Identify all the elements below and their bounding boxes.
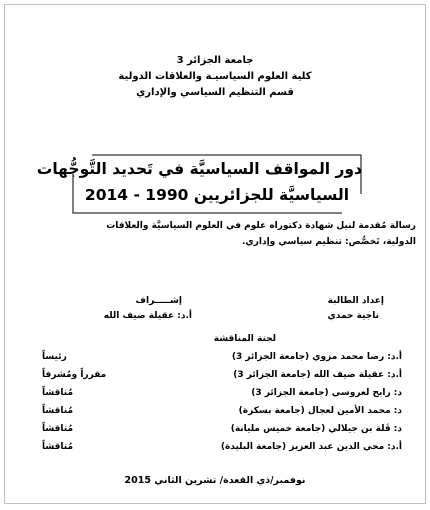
- faculty-name: كلية العلوم السياسيـة والعلاقات الدولية: [118, 71, 312, 82]
- committee-member-name: أ.د: عقيلة ضيف الله (جامعة الجزائر 3): [233, 370, 402, 380]
- committee-member-role: مُناقشاً: [42, 406, 74, 416]
- committee-member-row: [42, 424, 402, 438]
- committee-member-row: [42, 406, 402, 420]
- committee-member-name: د: محمد الأمين لعجال (جامعة بسكرة): [238, 406, 402, 416]
- defense-date: نوفمبر/ذي القعدة/ تشرين الثاني 2015: [124, 475, 306, 486]
- committee-member-role: مقرراً ومُشرفاً: [42, 370, 107, 380]
- student-label: إعداد الطالبة: [327, 296, 384, 306]
- thesis-title-line-1: دور المواقف السياسيَّة في تَحديد التَّوجُّهات: [36, 160, 362, 178]
- department-name: قسم التنظيم السياسي والإداري: [136, 87, 294, 98]
- committee-member-name: د: قَلة بن جيلالي (جامعة خميس مليانة): [230, 424, 402, 434]
- committee-member-name: د: رابح لعروسي (جامعة الجزائر 3): [251, 388, 402, 398]
- committee-member-row: [42, 352, 402, 366]
- title-frame: [36, 154, 362, 214]
- student-name: ناجية حمدي: [327, 311, 379, 321]
- committee-member-role: مُناقشاً: [42, 388, 74, 398]
- thesis-description-line-2: الدولية، تَخصُّص: تنظيم سياسي وإداري.: [242, 237, 416, 247]
- supervision-label: إشـــــراف: [135, 296, 182, 306]
- committee-title: لجنة المناقشة: [213, 334, 276, 344]
- committee-member-role: رئيساً: [42, 352, 67, 362]
- supervisor-name: أ.د: عقيلة ضيف الله: [103, 311, 192, 321]
- committee-member-row: [42, 370, 402, 384]
- university-name: جامعة الجزائر 3: [176, 55, 254, 66]
- thesis-description-line-1: رسالة مُقدمة لنيل شهادة دكتوراه علوم في العلوم السياسيَّة والعلاقات: [106, 221, 416, 231]
- committee-member-role: مُناقشاً: [42, 442, 74, 452]
- committee-member-name: أ.د: رضا محمد مزوي (جامعة الجزائر 3): [231, 352, 402, 362]
- committee-member-row: [42, 388, 402, 402]
- committee-member-name: أ.د: محي الدين عبد العزيز (جامعة البليدة): [220, 442, 402, 452]
- committee-member-role: مُناقشاً: [42, 424, 74, 434]
- document-page: [4, 4, 426, 504]
- committee-member-row: [42, 442, 402, 456]
- thesis-title-line-2: السياسيَّة للجزائريين 1990 - 2014: [84, 186, 350, 204]
